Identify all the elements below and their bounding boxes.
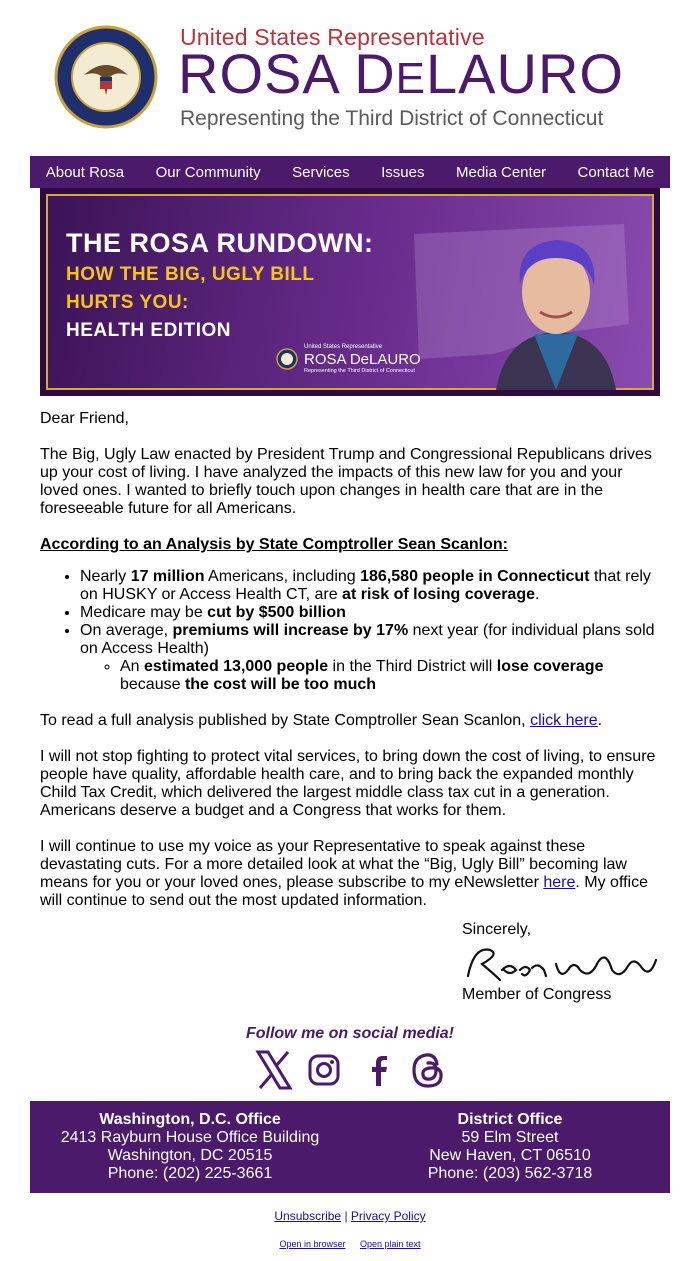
analysis-heading: According to an Analysis by State Comptroller Sean Scanlon: [40,536,508,553]
portrait-photo [476,214,636,390]
list-item: • Medicare may be cut by $500 billion [80,604,662,622]
banner-subhead-1: HOW THE BIG, UGLY BILL [66,264,315,285]
x-icon[interactable] [252,1048,296,1092]
nav-our-community[interactable]: Our Community [155,163,261,181]
closing-sincerely: Sincerely, [462,921,532,938]
office-contact-footer [30,1101,670,1193]
dc-office: Washington, D.C. Office 2413 Rayburn House Office Building Washington, DC 20515 Phone: (202) 225-3661 [30,1111,350,1183]
threads-icon[interactable] [406,1048,450,1092]
member-of-congress-title: Member of Congress [462,986,612,1003]
view-options-links [0,1239,700,1249]
read-more-paragraph: To read a full analysis published by State Comptroller Sean Scanlon, click here. [40,712,603,729]
dc-phone: Phone: (202) 225-3661 [107,1165,273,1182]
footer-links: Unsubscribe | Privacy Policy [274,1209,426,1223]
house-seal-logo [54,25,158,129]
voice-paragraph: I will continue to use my voice as your Representative to speak against these devastating cuts. For a more detailed look at what the “Big, Ugly Bill” becoming law means for you or your loved ones, please subscribe to my eNewsletter here. My office will continue to send out the most updated information. [40,838,649,909]
privacy-policy-link[interactable]: Privacy Policy [350,1209,426,1223]
nav-media-center[interactable]: Media Center [455,163,547,181]
banner-subhead-2: HURTS YOU: [66,292,189,313]
district-office: District Office 59 Elm Street New Haven, CT 06510 Phone: (203) 562-3718 [350,1111,670,1183]
handwritten-signature [460,940,660,984]
greeting: Dear Friend, [40,410,129,427]
social-icons [250,1048,450,1092]
open-plain-text-link[interactable]: Open plain text [360,1239,421,1249]
analysis-list [40,568,662,694]
banner-seal-icon [276,348,298,370]
rosa-rundown-banner[interactable]: THE ROSA RUNDOWN: HOW THE BIG, UGLY BILL HURTS YOU: HEALTH EDITION United States Representative ROSA DeLAURO Representing the Third District of Connecticut [40,188,660,396]
banner-edition: HEALTH EDITION [66,320,231,341]
analysis-click-here-link[interactable]: click here [530,712,598,729]
nav-about-rosa[interactable]: About Rosa [45,163,125,181]
intro-paragraph: The Big, Ugly Law enacted by President Trump and Congressional Republicans drives up your cost of living. I have analyzed the impacts of this new law for you and your loved ones. I wanted to briefly touch upon changes in health care that are in the foreseeable future for all Americans. [40,446,652,517]
facebook-icon[interactable] [356,1048,400,1092]
sub-list-item: ◦ An estimated 13,000 people in the Third District will lose coverage because the cost will be too much [120,658,662,694]
representative-name: ROSA DELAURO [178,42,624,105]
nav-services[interactable]: Services [292,163,350,181]
fight-paragraph: I will not stop fighting to protect vital services, to bring down the cost of living, to ensure people have quality, affordable health care, and to bring back the expanded monthly Child Tax Credit, which delivered the largest middle class tax cut in a generation. Americans deserve a budget and a Congress that works for them. [40,748,656,819]
letter-body [40,410,662,928]
instagram-icon[interactable] [302,1048,346,1092]
sub-list [80,658,662,694]
nav-issues[interactable]: Issues [381,163,425,181]
district-phone: Phone: (203) 562-3718 [427,1165,593,1182]
nav-contact-me[interactable]: Contact Me [577,163,655,181]
header-subtitle: Representing the Third District of Connecticut [180,107,604,130]
main-nav [30,156,670,188]
banner-headline: THE ROSA RUNDOWN: [66,228,374,258]
list-item: • Nearly 17 million Americans, including 186,580 people in Connecticut that rely on HUSKY or Access Health CT, are at risk of losing coverage. [80,568,662,604]
enewsletter-here-link[interactable]: here [543,874,576,891]
social-heading: Follow me on social media! [245,1025,455,1042]
open-in-browser-link[interactable]: Open in browser [279,1239,346,1249]
header-title-line: United States Representative [180,24,485,50]
unsubscribe-link[interactable]: Unsubscribe [274,1209,342,1223]
list-item: • On average, premiums will increase by 17% next year (for individual plans sold on Access Health) ◦ An estimated 13,000 people in the Third District will lose coverage because the cost will be too much [80,622,662,694]
